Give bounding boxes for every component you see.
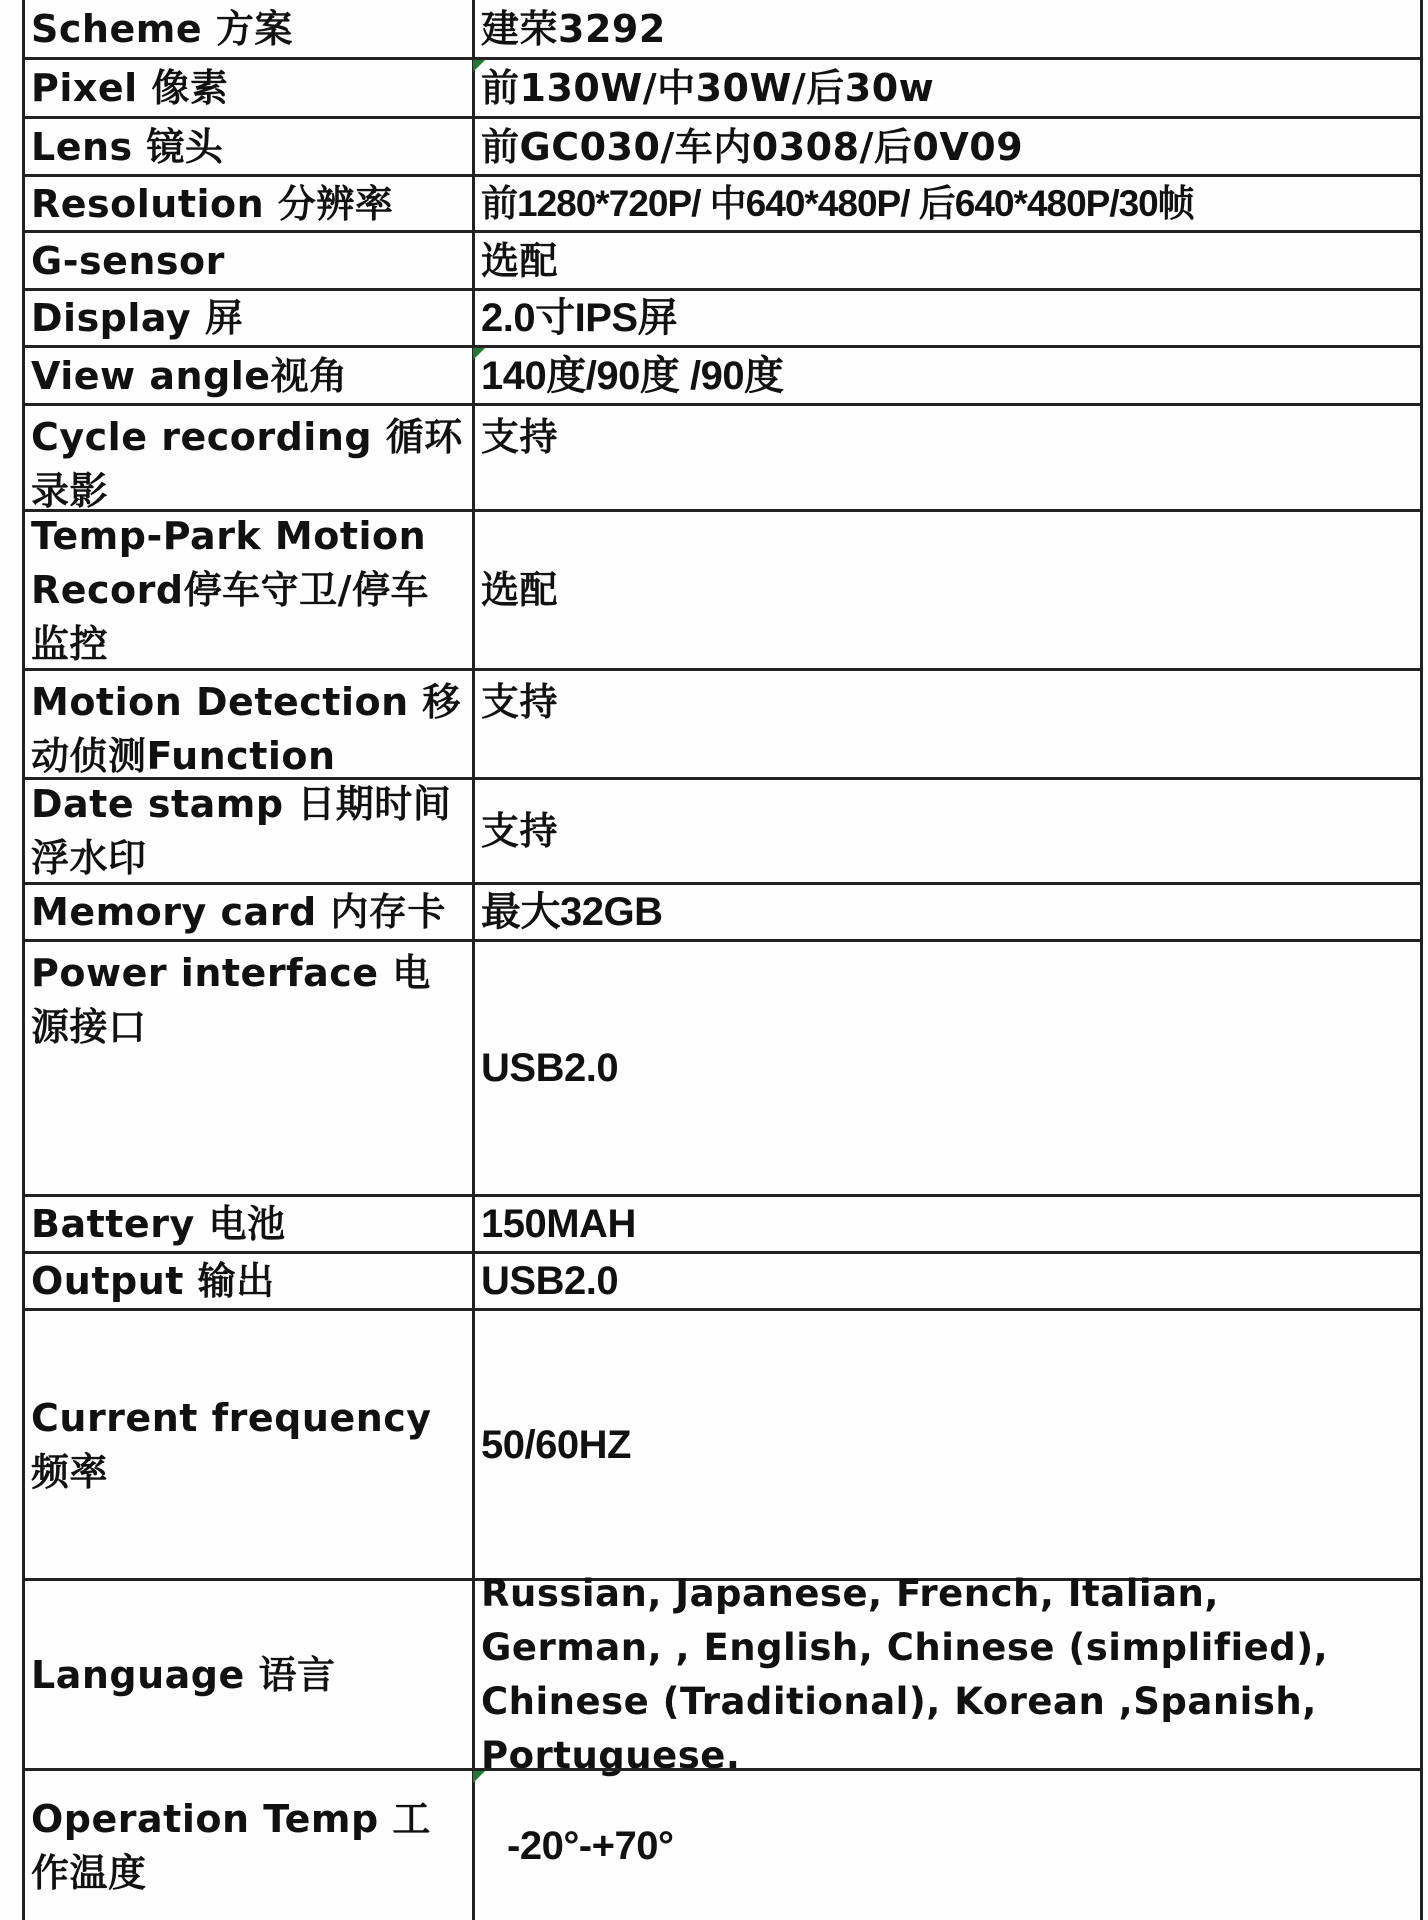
spec-label: Battery 电池 xyxy=(31,1202,286,1246)
spec-value: 支持 xyxy=(481,415,559,459)
table-row xyxy=(22,777,1423,882)
spec-value: USB2.0 xyxy=(481,1046,619,1090)
spec-value: 50/60HZ xyxy=(481,1422,631,1467)
spec-value: Russian, Japanese, French, Italian, German, , English, Chinese (simplified), Chinese (Traditional), Korean ,Spanish, Portuguese. xyxy=(481,1571,1329,1777)
spec-value: 前130W/中30W/后30w xyxy=(481,66,935,110)
spec-value: 选配 xyxy=(481,568,559,612)
cell-comment-marker xyxy=(473,60,485,72)
spec-label: Cycle recording 循环录影 xyxy=(31,415,463,513)
table-row xyxy=(22,230,1423,288)
spec-label: Date stamp 日期时间浮水印 xyxy=(31,782,452,880)
table-row xyxy=(22,288,1423,345)
spec-label: Power interface 电源接口 xyxy=(31,951,431,1049)
table-row xyxy=(22,403,1423,513)
table-row xyxy=(22,57,1423,116)
table-row xyxy=(22,1768,1423,1920)
spec-value: 前1280*720P/ 中640*480P/ 后640*480P/30帧 xyxy=(481,182,1194,224)
spec-value: -20°-+70° xyxy=(507,1823,674,1868)
table-row xyxy=(22,0,1423,58)
spec-label: Memory card 内存卡 xyxy=(31,890,446,934)
table-row xyxy=(22,174,1423,230)
table-row xyxy=(22,668,1423,777)
spec-label: Motion Detection 移动侦测Function xyxy=(31,680,461,778)
cell-comment-marker xyxy=(473,348,485,360)
spec-value: USB2.0 xyxy=(481,1259,619,1303)
spec-label: Resolution 分辨率 xyxy=(31,181,394,226)
table-row xyxy=(22,116,1423,174)
cell-comment-marker xyxy=(473,1771,485,1783)
spec-value: 建荣3292 xyxy=(481,7,666,51)
spec-label: Current frequency 频率 xyxy=(31,1395,432,1494)
table-row xyxy=(22,345,1423,403)
spec-label: Language 语言 xyxy=(31,1652,336,1697)
spec-label: View angle视角 xyxy=(31,353,348,398)
spec-value: 150MAH xyxy=(481,1202,636,1246)
table-row xyxy=(22,1571,1423,1777)
spec-label: Lens 镜头 xyxy=(31,124,224,169)
spec-value: 最大32GB xyxy=(481,890,663,934)
spec-value: 支持 xyxy=(481,680,559,724)
table-row xyxy=(22,882,1423,939)
spec-label: Pixel 像素 xyxy=(31,66,229,110)
spec-label: G-sensor xyxy=(31,238,225,283)
spec-value: 前GC030/车内0308/后0V09 xyxy=(481,124,1024,169)
table-row xyxy=(22,509,1423,668)
spec-label: Display 屏 xyxy=(31,296,244,340)
table-row xyxy=(22,1251,1423,1308)
table-row xyxy=(22,1308,1423,1578)
spec-label: Scheme 方案 xyxy=(31,7,293,51)
spec-value: 2.0寸IPS屏 xyxy=(481,296,678,340)
spec-value: 支持 xyxy=(481,809,559,853)
spec-label: Temp-Park Motion Record停车守卫/停车监控 xyxy=(31,514,429,666)
spec-value: 选配 xyxy=(481,238,559,283)
spec-label: Output 输出 xyxy=(31,1259,275,1303)
spec-value: 140度/90度 /90度 xyxy=(481,353,784,398)
table-row xyxy=(22,1194,1423,1251)
table-row xyxy=(22,939,1423,1194)
spec-label: Operation Temp 工作温度 xyxy=(31,1796,431,1895)
